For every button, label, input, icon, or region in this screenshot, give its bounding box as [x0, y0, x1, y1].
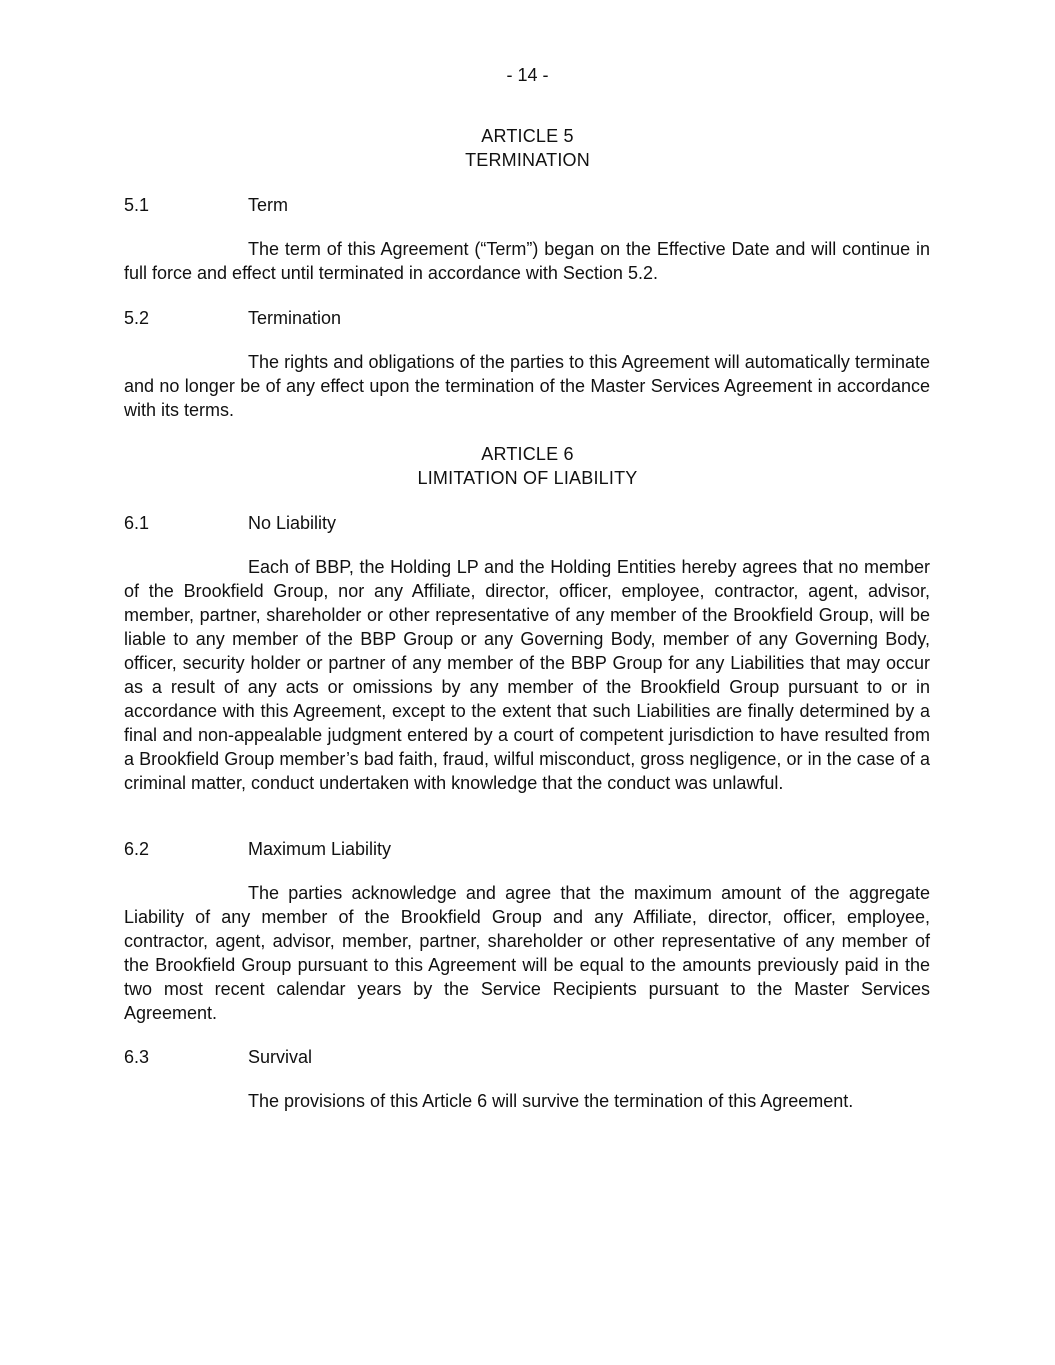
- section-5-2-paragraph: The rights and obligations of the parties to this Agreement will automatically terminate and no longer be of any effect upon the termination of the Master Services Agreement in accordance with its terms.: [124, 352, 930, 420]
- section-6-3-paragraph: The provisions of this Article 6 will survive the termination of this Agreement.: [248, 1091, 854, 1111]
- article-label: ARTICLE 5: [481, 126, 574, 146]
- article-title: TERMINATION: [465, 150, 590, 170]
- section-5-1-paragraph: The term of this Agreement (“Term”) began on the Effective Date and will continue in full force and effect until terminated in accordance with Section 5.2.: [124, 239, 930, 283]
- article-label: ARTICLE 6: [481, 444, 574, 464]
- section-title: Term: [248, 195, 288, 215]
- page-number: - 14 -: [506, 65, 549, 85]
- section-6-1-paragraph: Each of BBP, the Holding LP and the Holding Entities hereby agrees that no member of the Brookfield Group, nor any Affiliate, director, officer, employee, contractor, agent, advisor, member, partner, shareholder or other representative of any member of the Brookfield Group, will be liable to any member of the BBP Group or any Governing Body, member of any Governing Body, officer, security holder or partner of any member of the BBP Group for any Liabilities that may occur as a result of any acts or omissions by any member of the Brookfield Group pursuant to or in accordance with this Agreement, except to the extent that such Liabilities are finally determined by a final and non-appealable judgment entered by a court of competent jurisdiction to have resulted from a Brookfield Group member’s bad faith, fraud, wilful misconduct, gross negligence, or in the case of a criminal matter, conduct undertaken with knowledge that the conduct was unlawful.: [124, 557, 930, 793]
- section-number: 5.1: [124, 195, 150, 215]
- section-title: Termination: [248, 308, 342, 328]
- section-number: 6.1: [124, 513, 150, 533]
- section-title: Maximum Liability: [248, 839, 392, 859]
- article-title: LIMITATION OF LIABILITY: [417, 468, 638, 488]
- section-number: 5.2: [124, 308, 150, 328]
- section-title: No Liability: [248, 513, 337, 533]
- section-6-2-paragraph: The parties acknowledge and agree that the maximum amount of the aggregate Liability of any member of the Brookfield Group and any Affiliate, director, officer, employee, contractor, agent, advisor, member, partner, shareholder or other representative of any member of the Brookfield Group pursuant to this Agreement will be equal to the amounts previously paid in the two most recent calendar years by the Service Recipients pursuant to the Master Services Agreement.: [124, 883, 930, 1023]
- section-number: 6.3: [124, 1047, 150, 1067]
- section-number: 6.2: [124, 839, 150, 859]
- article-6-heading: [0, 442, 1055, 490]
- section-title: Survival: [248, 1047, 313, 1067]
- article-5-heading: [0, 124, 1055, 172]
